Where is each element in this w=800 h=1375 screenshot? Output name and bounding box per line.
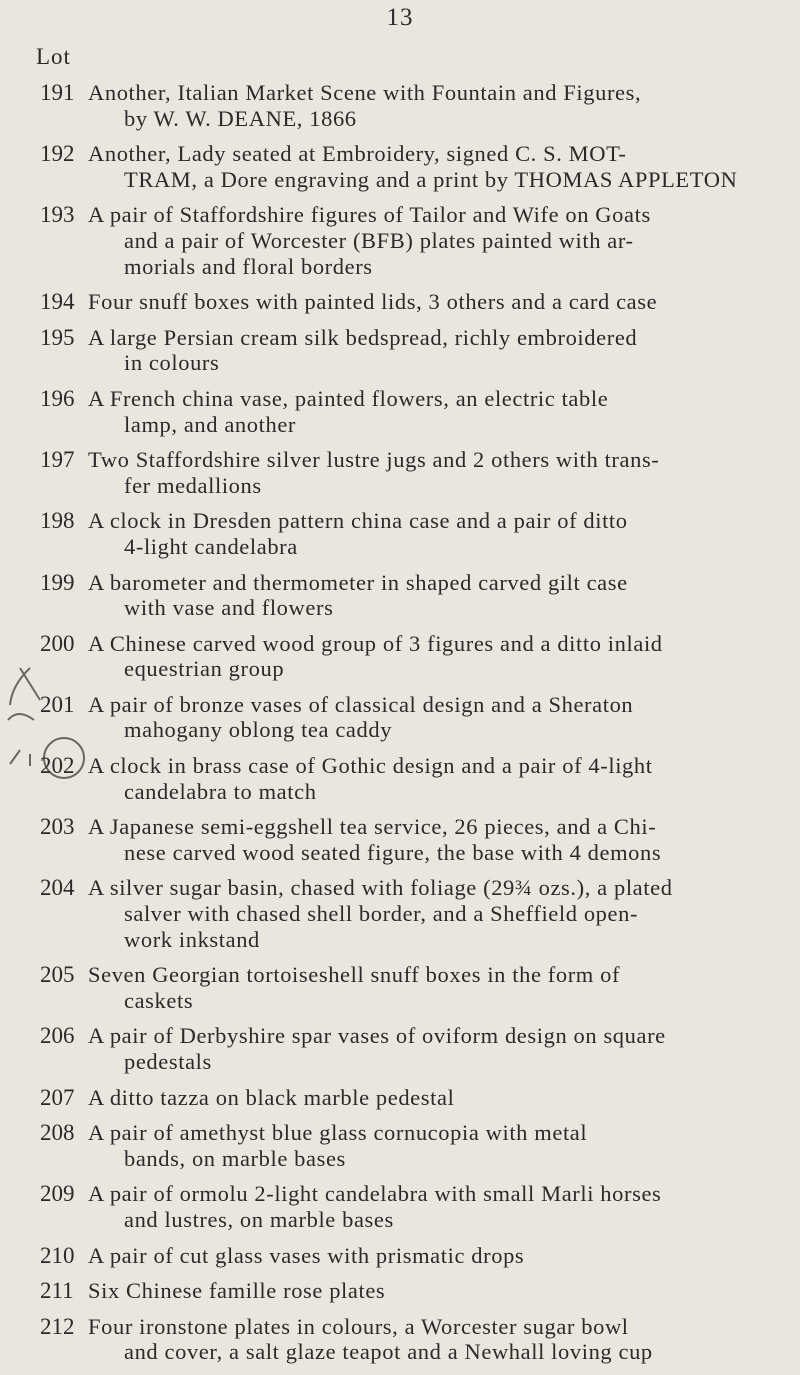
lot-entry	[0, 80, 800, 141]
lot-entry	[0, 202, 800, 289]
lot-description-line: Another, Italian Market Scene with Fountain and Figures,	[88, 80, 642, 105]
lot-description-line: Four snuff boxes with painted lids, 3 others and a card case	[88, 289, 658, 315]
lot-column-header: Lot	[36, 44, 71, 69]
lot-description-line: candelabra to match	[124, 778, 317, 804]
lot-entry	[0, 875, 800, 962]
lot-description-line: A pair of ormolu 2-light candelabra with small Marli horses	[88, 1181, 662, 1207]
lot-entry	[0, 1243, 800, 1279]
lot-entry	[0, 692, 800, 753]
lot-entry	[0, 753, 800, 814]
lot-entry	[0, 962, 800, 1023]
lot-description-line: A silver sugar basin, chased with foliage (29¾ ozs.), a plated	[88, 875, 673, 901]
lot-description-line: work inkstand	[124, 926, 260, 952]
lot-number: 192	[40, 141, 75, 167]
lot-number: 211	[40, 1278, 74, 1304]
lot-entry	[0, 570, 800, 631]
lot-number: 208	[40, 1120, 75, 1146]
lot-description-line: A pair of cut glass vases with prismatic drops	[88, 1242, 525, 1268]
lot-number: 196	[40, 385, 75, 411]
lot-number: 197	[40, 447, 75, 473]
lot-number: 198	[40, 508, 75, 534]
lot-entry	[0, 1278, 800, 1314]
lot-number: 209	[40, 1181, 75, 1207]
lot-description-line: A pair of Staffordshire figures of Tailor and Wife on Goats	[88, 202, 651, 228]
lot-description-line: Four ironstone plates in colours, a Worcester sugar bowl	[88, 1313, 629, 1339]
lot-description-line: bands, on marble bases	[124, 1145, 346, 1171]
lot-number: 210	[40, 1242, 75, 1268]
lot-number: 199	[40, 569, 75, 595]
lot-entry	[0, 386, 800, 447]
lot-number: 200	[40, 630, 75, 656]
lot-number: 194	[40, 289, 75, 315]
lot-number: 204	[40, 875, 75, 901]
lot-description-line: A ditto tazza on black marble pedestal	[88, 1084, 455, 1110]
lot-number: 193	[40, 202, 75, 228]
lot-number: 205	[40, 962, 75, 988]
lot-description-line: Two Staffordshire silver lustre jugs and 2 others with trans-	[88, 447, 660, 473]
lot-number: 201	[40, 691, 75, 717]
lot-entry	[0, 814, 800, 875]
lot-number: 202	[40, 753, 75, 779]
lot-entry	[0, 1085, 800, 1121]
lot-description-line: with vase and flowers	[124, 595, 334, 621]
lot-number: 195	[40, 324, 75, 350]
lot-entry	[0, 1181, 800, 1242]
lot-number: 206	[40, 1023, 75, 1049]
lot-entry	[0, 1023, 800, 1084]
lot-description-line: morials and floral borders	[124, 253, 373, 279]
lot-description-line: 4-light candelabra	[124, 533, 298, 559]
lot-description-line: mahogany oblong tea caddy	[124, 717, 393, 743]
lot-entry	[0, 447, 800, 508]
lot-description-line: A pair of Derbyshire spar vases of oviform design on square	[88, 1023, 666, 1049]
lot-description-line: A clock in Dresden pattern china case and a pair of ditto	[88, 508, 628, 534]
lot-description-line: pedestals	[124, 1049, 212, 1075]
lot-entry	[0, 289, 800, 325]
lot-description-line: Seven Georgian tortoiseshell snuff boxes in the form of	[88, 962, 621, 988]
lot-description-line: Another, Lady seated at Embroidery, signed C. S. MOT-	[88, 141, 627, 167]
lot-description-line: A Japanese semi-eggshell tea service, 26 pieces, and a Chi-	[88, 814, 657, 840]
lot-number: 212	[40, 1313, 75, 1339]
lot-entry	[0, 325, 800, 386]
lot-description-line: A clock in brass case of Gothic design and a pair of 4-light	[88, 753, 653, 779]
lot-description-line: A pair of amethyst blue glass cornucopia with metal	[88, 1120, 588, 1146]
page-number: 13	[386, 4, 414, 31]
lot-description-line: nese carved wood seated figure, the base with 4 demons	[124, 839, 662, 865]
lot-description-line: in colours	[124, 350, 220, 376]
lot-entry	[0, 141, 800, 202]
lot-description-line: A large Persian cream silk bedspread, richly embroidered	[88, 324, 638, 350]
lot-description-line: and cover, a salt glaze teapot and a Newhall loving cup	[124, 1339, 653, 1365]
lot-entry	[0, 1120, 800, 1181]
lot-description-line: A barometer and thermometer in shaped carved gilt case	[88, 569, 628, 595]
lot-description-line: TRAM, a Dore engraving and a print by THOMAS APPLETON	[124, 166, 738, 192]
lot-description-line: Six Chinese famille rose plates	[88, 1278, 386, 1304]
lot-description-line: salver with chased shell border, and a Sheffield open-	[124, 901, 639, 927]
lot-entry	[0, 508, 800, 569]
lot-description-line: fer medallions	[124, 472, 262, 498]
lot-description-line: A Chinese carved wood group of 3 figures and a ditto inlaid	[88, 630, 663, 656]
lot-number: 191	[40, 80, 75, 105]
lot-entry	[0, 1314, 800, 1375]
lot-list	[0, 80, 800, 1375]
lot-description-line: caskets	[124, 987, 194, 1013]
lot-description-line: equestrian group	[124, 656, 285, 682]
lot-description-line: A pair of bronze vases of classical design and a Sheraton	[88, 691, 634, 717]
lot-description-line: by W. W. DEANE, 1866	[124, 105, 357, 131]
lot-description-line: and a pair of Worcester (BFB) plates painted with ar-	[124, 227, 634, 253]
lot-description-line: A French china vase, painted flowers, an electric table	[88, 385, 609, 411]
lot-number: 207	[40, 1084, 75, 1110]
lot-description-line: and lustres, on marble bases	[124, 1207, 394, 1232]
lot-entry	[0, 631, 800, 692]
lot-description-line: lamp, and another	[124, 411, 297, 437]
lot-number: 203	[40, 814, 75, 840]
